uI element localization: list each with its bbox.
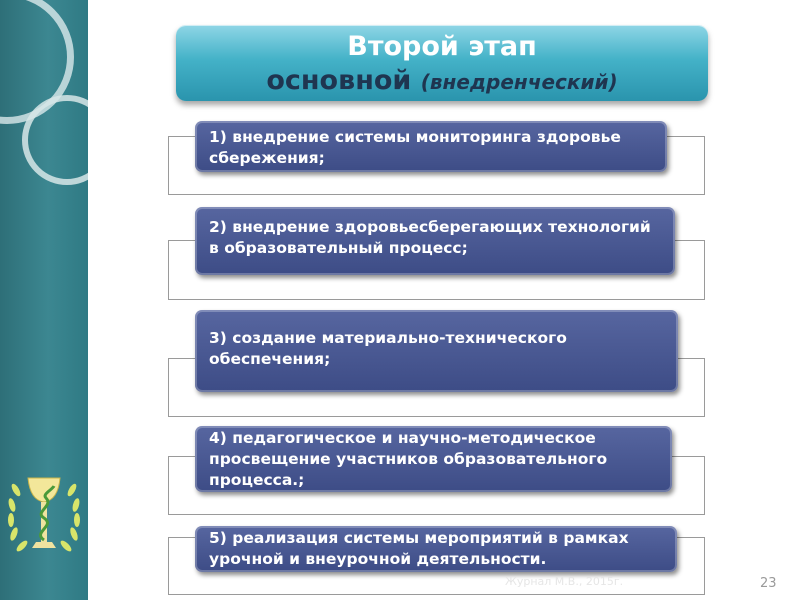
subtitle-parenthetical: (внедренческий) [420, 70, 618, 94]
list-item-text: 4) педагогическое и научно-методическое просвещение участников образовательного процесса.; [209, 429, 608, 489]
list-item [195, 426, 672, 492]
slide-title-box [176, 25, 708, 101]
list-item-text: 2) внедрение здоровьесберегающих технологий в образовательный процесс; [209, 218, 651, 257]
list-item-text: 5) реализация системы мероприятий в рамках урочной и внеурочной деятельности. [209, 529, 629, 568]
list-item-text: 3) создание материально-технического обеспечения; [209, 329, 567, 368]
slide-subtitle [176, 65, 708, 96]
list-item [195, 310, 678, 392]
list-item [195, 121, 667, 172]
footer-author: Журнал М.В., 2015г. [505, 575, 624, 588]
bowl-of-hygieia-icon [2, 460, 86, 570]
subtitle-main: основной [266, 65, 421, 96]
page-number: 23 [760, 576, 777, 591]
slide-title: Второй этап [347, 31, 537, 62]
list-item-text: 1) внедрение системы мониторинга здоровье сбережения; [209, 128, 621, 167]
left-decorative-band [0, 0, 88, 600]
list-item [195, 526, 677, 572]
list-item [195, 207, 675, 275]
